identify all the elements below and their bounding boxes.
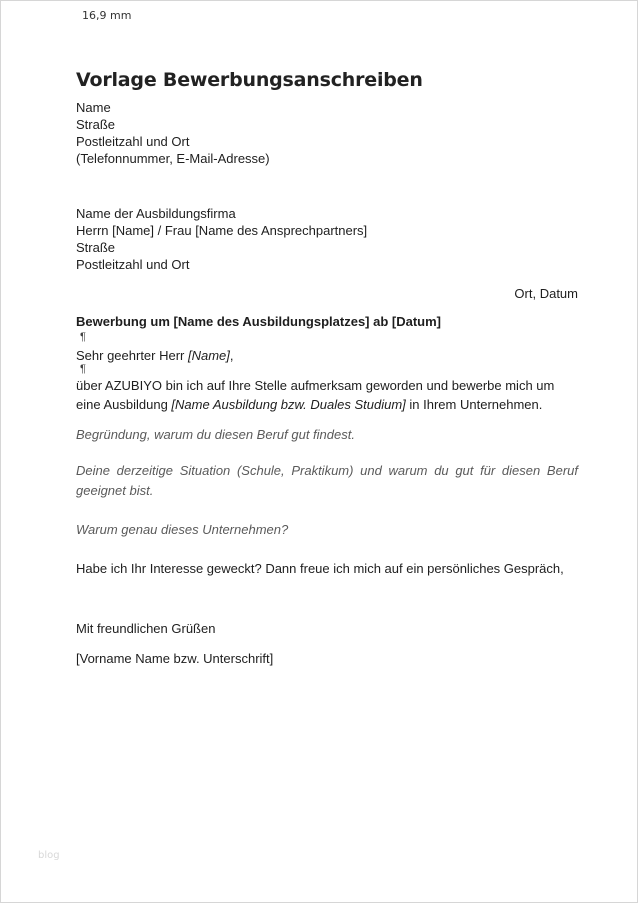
recipient-city: Postleitzahl und Ort [76, 257, 190, 272]
ruler-measurement-label: 16,9 mm [82, 9, 132, 22]
intro-line-2-placeholder: [Name Ausbildung bzw. Duales Studium] [171, 397, 406, 412]
intro-line-2-prefix: eine Ausbildung [76, 397, 172, 412]
subject-line: Bewerbung um [Name des Ausbildungsplatzes] ab [Datum] [76, 314, 442, 329]
sender-city: Postleitzahl und Ort [76, 134, 190, 149]
hint-company: Warum genau dieses Unternehmen? [76, 522, 289, 537]
salutation-name: [Name] [188, 348, 230, 363]
salutation-suffix: , [229, 348, 234, 363]
hint-reason: Begründung, warum du diesen Beruf gut findest. [76, 427, 355, 442]
recipient-contact-person: Herrn [Name] / Frau [Name des Ansprechpartners] [76, 223, 368, 238]
paragraph-mark: ¶ [80, 331, 86, 343]
paragraph-mark: ¶ [80, 363, 86, 375]
sender-name: Name [76, 100, 111, 115]
place-date: Ort, Datum [514, 286, 578, 301]
intro-line-2 [76, 396, 542, 413]
salutation [76, 347, 234, 364]
signature-placeholder: [Vorname Name bzw. Unterschrift] [76, 651, 274, 666]
intro-line-1: über AZUBIYO bin ich auf Ihre Stelle aufmerksam geworden und bewerbe mich um [76, 378, 555, 393]
recipient-street: Straße [76, 240, 116, 255]
recipient-company: Name der Ausbildungsfirma [76, 206, 236, 221]
watermark: blog [38, 850, 60, 861]
intro-line-2-suffix: in Ihrem Unternehmen. [405, 397, 543, 412]
document-title: Vorlage Bewerbungsanschreiben [76, 69, 423, 91]
closing-question: Habe ich Ihr Interesse geweckt? Dann freue ich mich auf ein persönliches Gespräch, [76, 561, 564, 576]
greeting: Mit freundlichen Grüßen [76, 621, 216, 636]
salutation-prefix: Sehr geehrter Herr [76, 348, 188, 363]
hint-situation: Deine derzeitige Situation (Schule, Praktikum) und warum du gut für diesen Beruf geeignet bist. [76, 463, 578, 498]
sender-contact: (Telefonnummer, E-Mail-Adresse) [76, 151, 270, 166]
sender-street: Straße [76, 117, 116, 132]
